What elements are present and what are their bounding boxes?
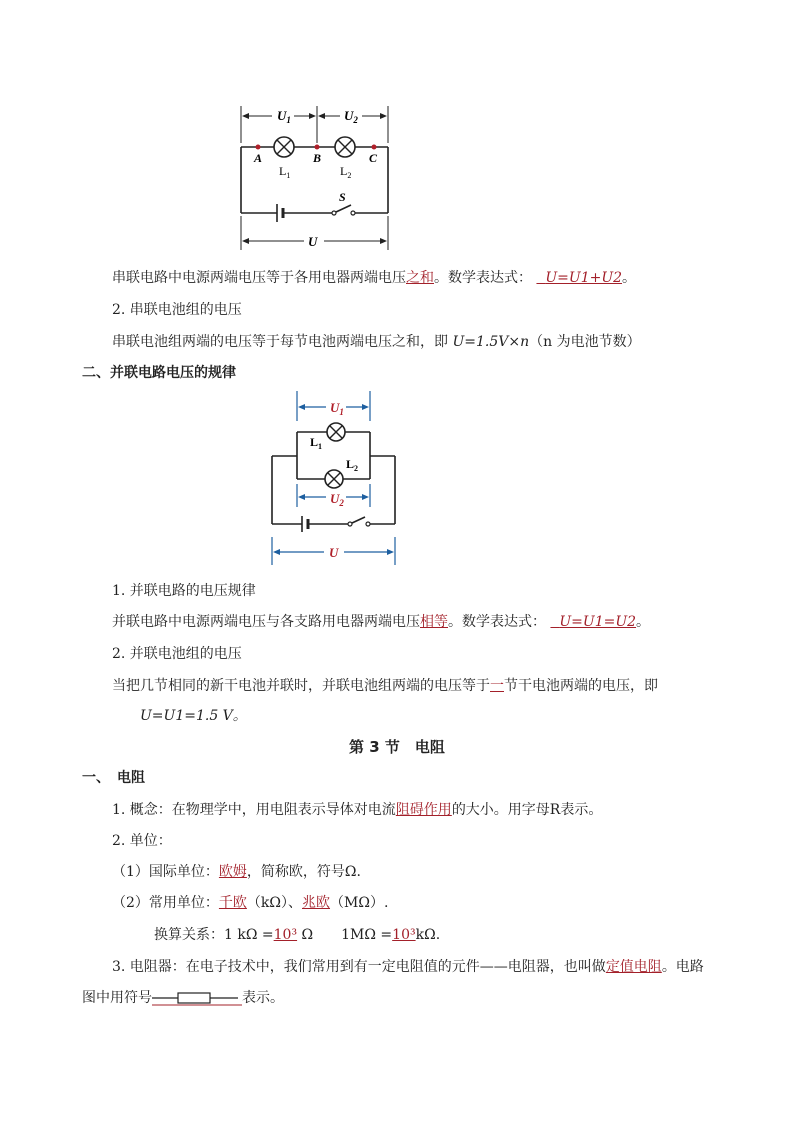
concept-text: 1. 概念：在物理学中，用电阻表示导体对电流 <box>112 802 396 818</box>
parallel-rule-end: 。 <box>636 614 651 630</box>
resistor-symbol-end: 表示。 <box>242 990 284 1006</box>
series-battery-note: （n 为电池节数） <box>529 334 641 350</box>
resistor-text: 3. 电阻器：在电子技术中，我们常用到有一定电阻值的元件——电阻器，也叫做 <box>112 959 606 975</box>
resistor-symbol-line <box>82 988 284 1008</box>
series-formula: U=U1+U2 <box>545 270 623 286</box>
series-u1-label: $U_1$ <box>277 108 291 125</box>
conversion-answer2: 10³ <box>392 927 416 943</box>
lamp-l2-label: $L_2$ <box>340 164 352 180</box>
section3-title: 第 3 节 电阻 <box>349 738 445 756</box>
battery-icon <box>277 204 283 222</box>
unit-heading: 2. 单位： <box>112 833 172 849</box>
parallel-rule-heading: 1. 并联电路的电压规律 <box>112 583 256 599</box>
parallel-lamp-l1-label: $L_1$ <box>310 435 323 451</box>
parallel-u1-label: $U_1$ <box>330 400 344 417</box>
common-unit-label: （2）常用单位： <box>112 895 219 911</box>
section2-heading: 二、并联电路电压的规律 <box>82 365 236 381</box>
parallel-lamp-l2-icon <box>325 470 343 488</box>
parallel-lamp-l1-icon <box>327 423 345 441</box>
lamp-l2-icon <box>335 137 355 157</box>
node-a-label: A <box>254 151 263 165</box>
parallel-battery-body-end: 节干电池两端的电压，即 <box>504 678 658 694</box>
common-unit-answer1: 千欧 <box>218 895 247 911</box>
series-u2-label: $U_2$ <box>344 108 358 125</box>
common-unit-answer2: 兆欧 <box>302 895 331 911</box>
parallel-battery-heading: 2. 并联电池组的电压 <box>112 646 242 662</box>
parallel-battery-formula: U=U1=1.5 V。 <box>140 708 247 724</box>
parallel-u-label: U <box>329 545 339 560</box>
lamp-l1-label: $L_1$ <box>279 164 291 180</box>
resistor-symbol-icon <box>152 990 242 1006</box>
parallel-battery-answer: 一 <box>490 678 504 694</box>
unit-conversion <box>154 925 440 945</box>
parallel-battery-text <box>112 676 658 696</box>
si-unit <box>112 862 361 882</box>
resistance-concept <box>112 800 602 820</box>
resistor-symbol-text: 图中用符号 <box>82 990 152 1006</box>
resistor-text-end: 。电路 <box>661 959 704 975</box>
concept-answer: 阻碍作用 <box>395 802 452 818</box>
parallel-lamp-l2-label: $L_2$ <box>346 457 359 473</box>
series-battery-formula: U=1.5V×n <box>452 334 530 350</box>
switch-s-label: S <box>339 190 346 204</box>
parallel-rule-expr-label: 。数学表达式： <box>448 614 546 630</box>
resistor-definition <box>112 957 704 977</box>
series-rule-end: 。 <box>622 270 637 286</box>
common-unit-mid: （kΩ）、 <box>246 895 303 911</box>
series-rule-expr-label: 。数学表达式： <box>434 270 532 286</box>
common-unit <box>112 893 388 913</box>
resistance-heading: 一、 电阻 <box>82 770 145 786</box>
node-b-label: B <box>313 151 322 165</box>
switch-icon <box>332 205 355 215</box>
lamp-l1-icon <box>274 137 294 157</box>
parallel-battery-icon <box>302 516 308 532</box>
series-voltage-rule <box>112 268 636 288</box>
series-battery-heading: 2. 串联电池组的电压 <box>112 302 242 318</box>
si-unit-text: ，简称欧，符号Ω. <box>246 864 361 880</box>
parallel-battery-body: 当把几节相同的新干电池并联时，并联电池组两端的电压等于 <box>112 678 490 694</box>
node-c-label: C <box>369 151 378 165</box>
conversion-mid: Ω 1MΩ = <box>297 927 393 943</box>
conversion-answer1: 10³ <box>273 927 298 943</box>
series-rule-answer: 之和 <box>406 270 434 286</box>
series-u-label: U <box>308 234 318 249</box>
series-circuit-diagram <box>232 98 402 256</box>
si-unit-answer: 欧姆 <box>218 864 247 880</box>
parallel-rule-answer: 相等 <box>420 614 448 630</box>
series-rule-text: 串联电路中电源两端电压等于各用电器两端电压 <box>112 270 406 286</box>
series-battery-text <box>112 332 641 352</box>
parallel-u2-label: $U_2$ <box>330 491 344 508</box>
conversion-label: 换算关系：1 kΩ = <box>154 927 274 943</box>
concept-text-end: 的大小。用字母R表示。 <box>451 802 603 818</box>
si-unit-label: （1）国际单位： <box>112 864 219 880</box>
conversion-end: kΩ. <box>415 927 441 943</box>
parallel-rule-body: 并联电路中电源两端电压与各支路用电器两端电压 <box>112 614 420 630</box>
series-battery-body: 串联电池组两端的电压等于每节电池两端电压之和，即 <box>112 334 453 350</box>
resistor-answer: 定值电阻 <box>605 959 662 975</box>
parallel-rule-text <box>112 612 650 632</box>
parallel-switch-icon <box>348 517 370 526</box>
parallel-circuit-diagram <box>264 387 404 570</box>
parallel-formula: U=U1=U2 <box>559 614 637 630</box>
common-unit-text: （MΩ）. <box>330 895 389 911</box>
